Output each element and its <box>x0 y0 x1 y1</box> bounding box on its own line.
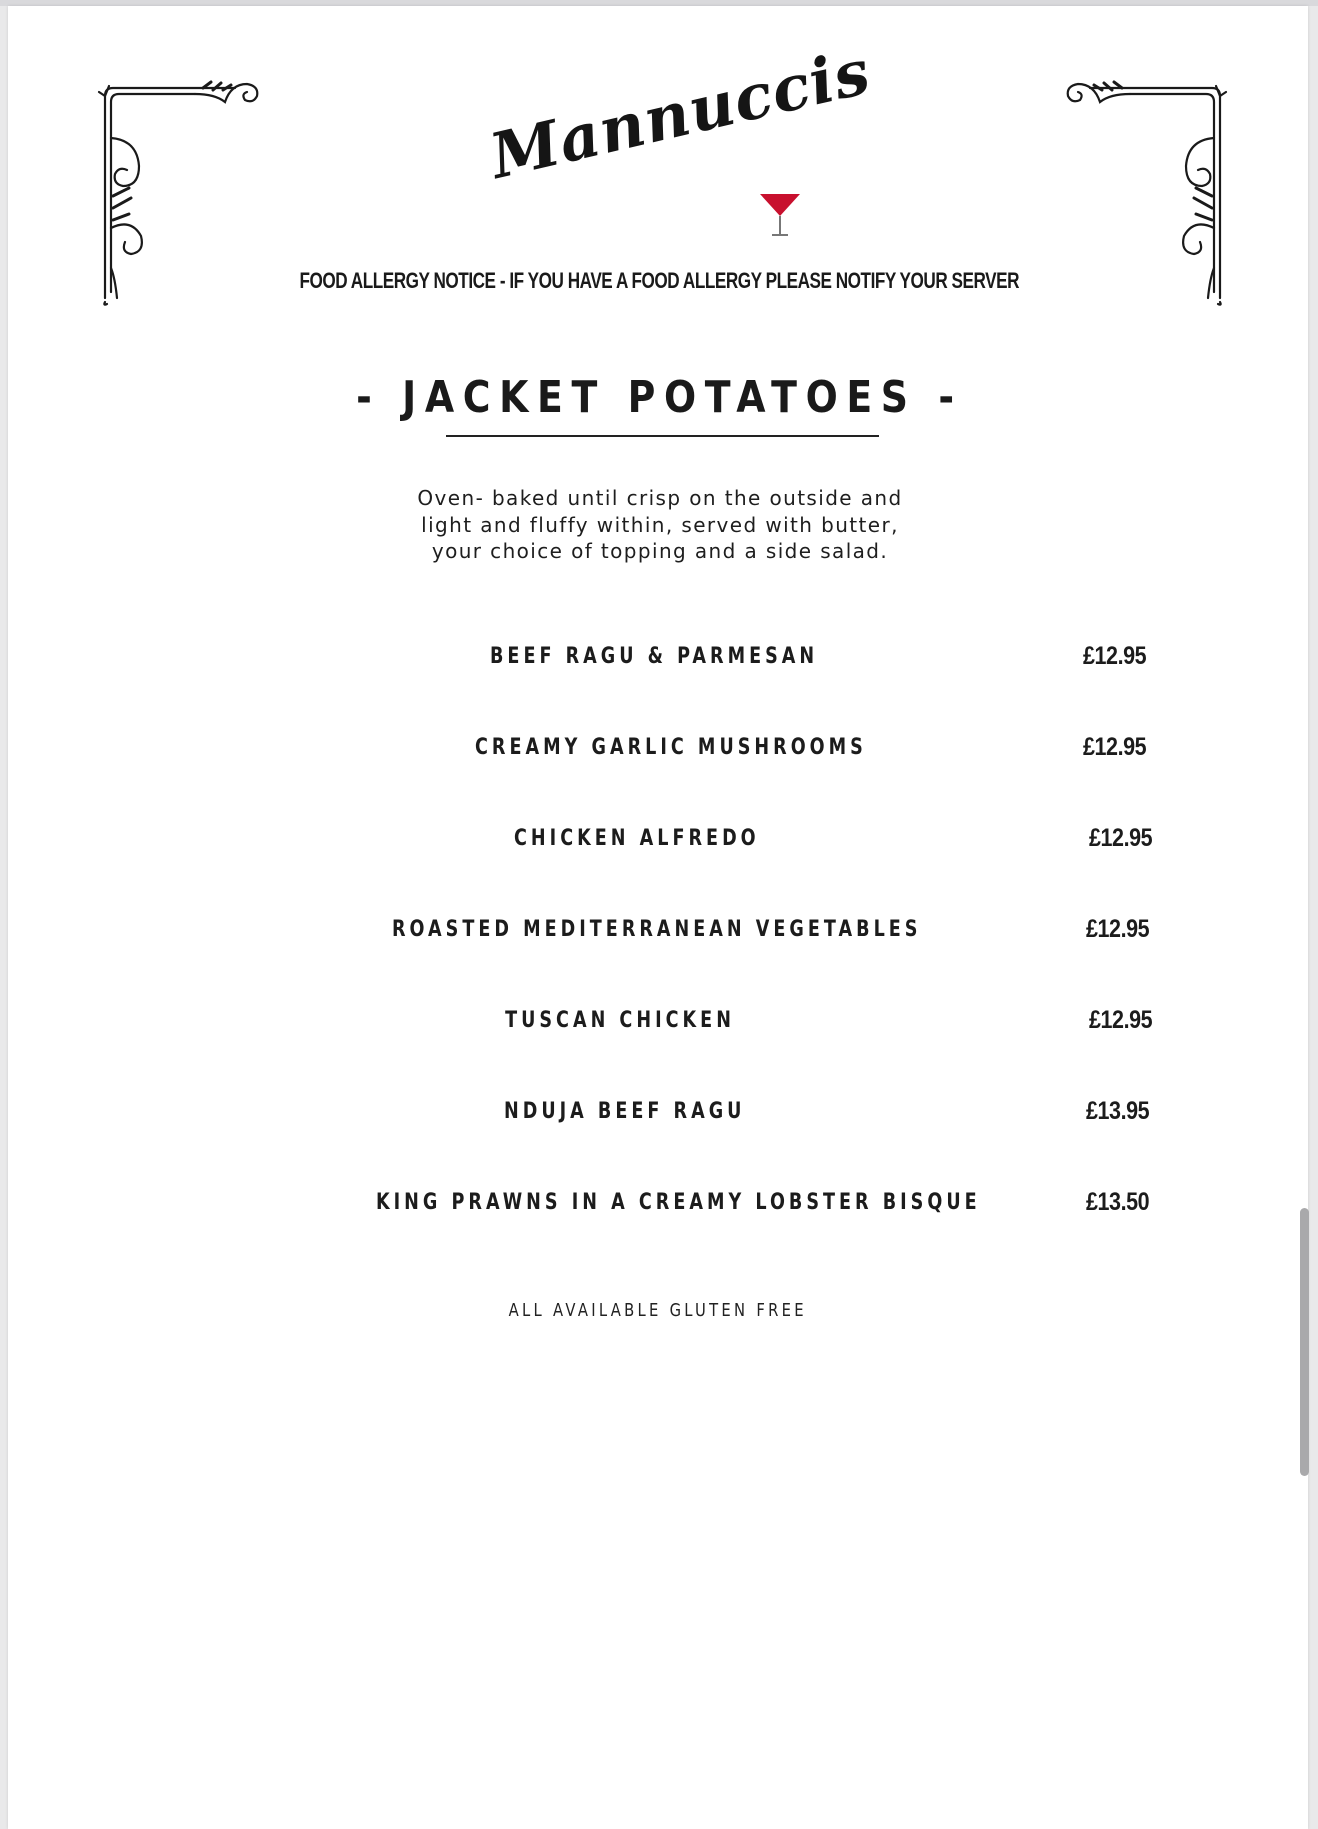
menu-item <box>0 826 1318 866</box>
menu-item-name: ROASTED MEDITERRANEAN VEGETABLES <box>392 917 922 942</box>
brand-logo <box>483 34 878 240</box>
menu-item <box>0 1008 1318 1048</box>
section-description: Oven- baked until crisp on the outside and light and fluffy within, served with butter, your choice of topping and a side salad. <box>417 486 903 563</box>
menu-item-price: £12.95 <box>1083 733 1147 761</box>
menu-item <box>0 917 1318 957</box>
allergy-notice: FOOD ALLERGY NOTICE - IF YOU HAVE A FOOD ALLERGY PLEASE NOTIFY YOUR SERVER <box>299 268 1019 293</box>
menu-item-price: £13.95 <box>1086 1097 1150 1125</box>
menu-item-price: £13.50 <box>1086 1188 1150 1216</box>
menu-item <box>0 644 1318 684</box>
menu-item-price: £12.95 <box>1089 824 1153 852</box>
menu-item-name: CREAMY GARLIC MUSHROOMS <box>475 735 867 760</box>
menu-item-price: £12.95 <box>1083 642 1147 670</box>
brand-name: Mannuccis <box>483 34 878 193</box>
gluten-free-note: ALL AVAILABLE GLUTEN FREE <box>508 1300 807 1321</box>
title-underline <box>446 435 879 437</box>
menu-item <box>0 1099 1318 1139</box>
menu-item-name: CHICKEN ALFREDO <box>514 826 760 851</box>
section-title: - JACKET POTATOES - <box>356 372 963 423</box>
cocktail-glass-icon <box>758 190 802 238</box>
menu-item-name: NDUJA BEEF RAGU <box>504 1099 746 1124</box>
menu-item-price: £12.95 <box>1086 915 1150 943</box>
vertical-scrollbar[interactable] <box>1300 1208 1309 1476</box>
menu-item <box>0 1190 1318 1230</box>
menu-item-name: TUSCAN CHICKEN <box>505 1008 735 1033</box>
menu-item <box>0 735 1318 775</box>
menu-item-price: £12.95 <box>1089 1006 1153 1034</box>
menu-item-name: KING PRAWNS IN A CREAMY LOBSTER BISQUE <box>376 1190 981 1215</box>
menu-item-name: BEEF RAGU & PARMESAN <box>490 644 819 669</box>
